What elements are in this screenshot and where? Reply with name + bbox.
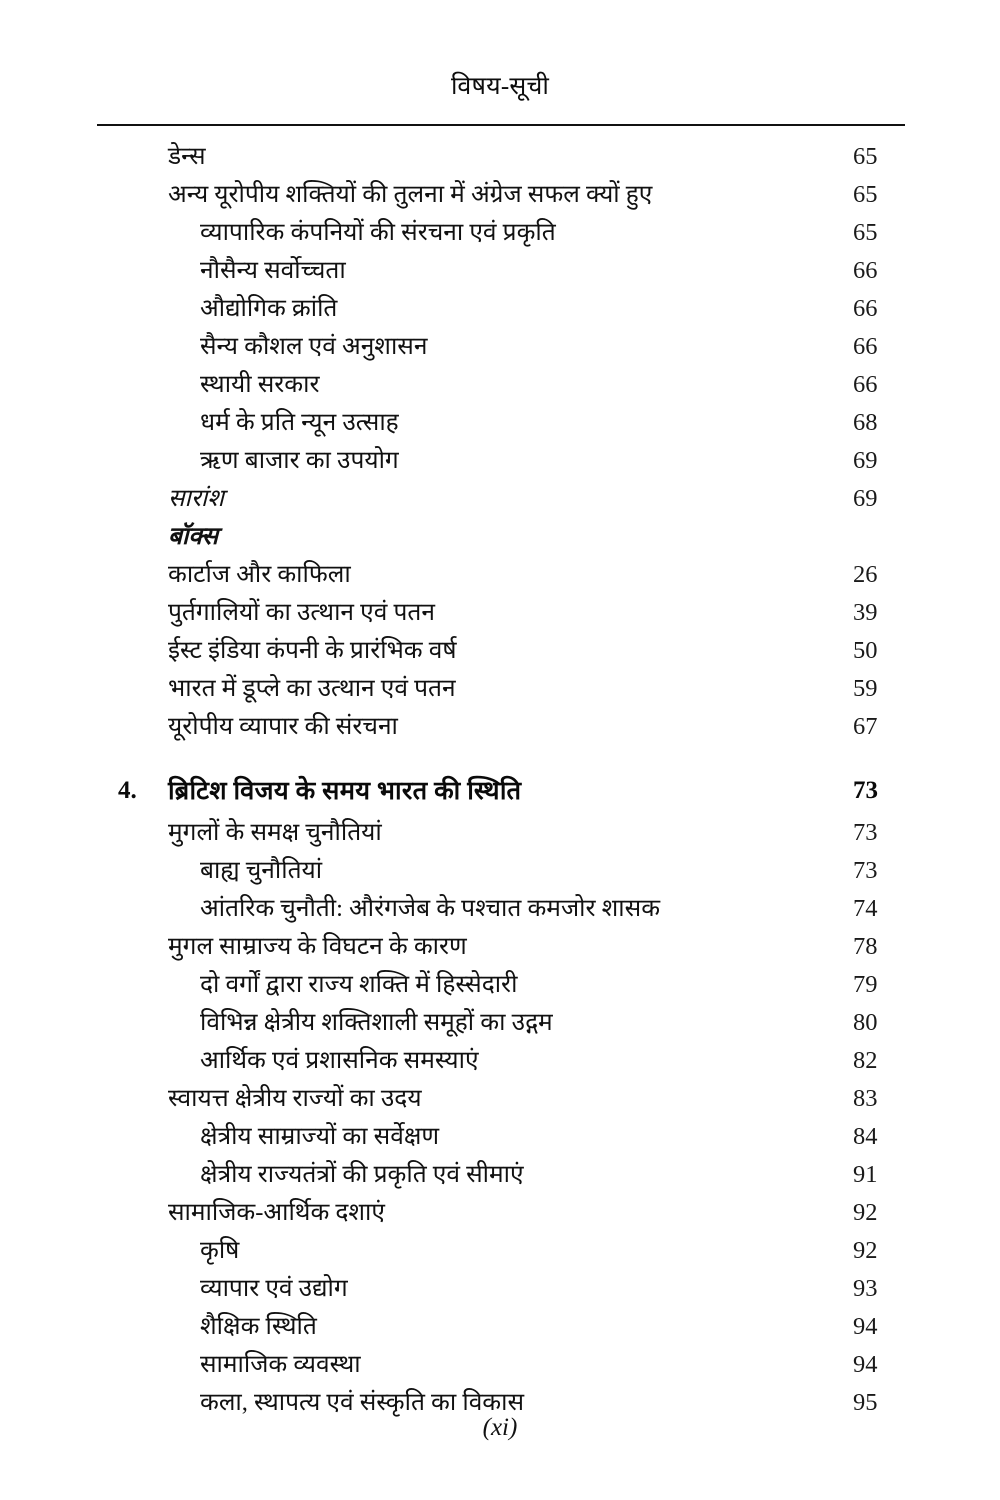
toc-entry-label: व्यापार एवं उद्योग xyxy=(200,1275,348,1302)
toc-entry[interactable] xyxy=(0,928,1000,966)
toc-entry-page-number: 92 xyxy=(853,1237,878,1264)
toc-entry-label: दो वर्गों द्वारा राज्य शक्ति में हिस्सेदारी xyxy=(200,971,518,998)
toc-entry-page-number: 79 xyxy=(853,971,878,998)
toc-entry[interactable] xyxy=(0,404,1000,442)
toc-entry-page-number: 95 xyxy=(853,1389,878,1416)
toc-entry-page-number: 80 xyxy=(853,1009,878,1036)
toc-entry[interactable] xyxy=(0,138,1000,176)
toc-entry-page-number: 50 xyxy=(853,637,878,664)
toc-entry-label: बाह्य चुनौतियां xyxy=(200,857,323,884)
toc-entry-label: डेन्स xyxy=(168,143,206,170)
toc-entry-label: सारांश xyxy=(168,485,224,512)
toc-entry-page-number: 73 xyxy=(853,857,878,884)
toc-entry-page-number: 67 xyxy=(853,713,878,740)
toc-entry[interactable] xyxy=(0,852,1000,890)
toc-entry-page-number: 66 xyxy=(853,295,878,322)
toc-entry-page-number: 84 xyxy=(853,1123,878,1150)
toc-entry[interactable] xyxy=(0,252,1000,290)
toc-entry-page-number: 65 xyxy=(853,181,878,208)
toc-entry-page-number: 66 xyxy=(853,371,878,398)
toc-entry[interactable] xyxy=(0,214,1000,252)
toc-entry-label: धर्म के प्रति न्यून उत्साह xyxy=(200,409,399,436)
toc-entry-label: क्षेत्रीय साम्राज्यों का सर्वेक्षण xyxy=(200,1123,440,1150)
toc-entry-page-number: 83 xyxy=(853,1085,878,1112)
toc-entry-label: सामाजिक-आर्थिक दशाएं xyxy=(168,1199,385,1226)
toc-entry-label: सामाजिक व्यवस्था xyxy=(200,1351,361,1378)
toc-entry-label: नौसैन्य सर्वोच्चता xyxy=(200,257,346,284)
toc-entry[interactable] xyxy=(0,1080,1000,1118)
toc-entry-label: औद्योगिक क्रांति xyxy=(200,295,338,322)
toc-entry[interactable] xyxy=(0,290,1000,328)
toc-entry-label: यूरोपीय व्यापार की संरचना xyxy=(168,713,398,740)
toc-entry[interactable] xyxy=(0,670,1000,708)
toc-entry[interactable] xyxy=(0,442,1000,480)
toc-entry-page-number: 69 xyxy=(853,485,878,512)
toc-entry[interactable] xyxy=(0,1194,1000,1232)
toc-entry[interactable] xyxy=(0,1308,1000,1346)
toc-entry-page-number: 82 xyxy=(853,1047,878,1074)
toc-entry[interactable] xyxy=(0,632,1000,670)
toc-entry[interactable] xyxy=(0,1346,1000,1384)
toc-entry-page-number: 65 xyxy=(853,219,878,246)
toc-entry-page-number: 73 xyxy=(853,819,878,846)
toc-entry-label: आर्थिक एवं प्रशासनिक समस्याएं xyxy=(200,1047,479,1074)
table-of-contents xyxy=(0,138,1000,1422)
toc-entry-page-number: 74 xyxy=(853,895,878,922)
toc-entry-label: स्वायत्त क्षेत्रीय राज्यों का उदय xyxy=(168,1085,422,1112)
toc-entry-page-number: 94 xyxy=(853,1313,878,1340)
toc-entry[interactable] xyxy=(0,1004,1000,1042)
toc-entry-page-number: 59 xyxy=(853,675,878,702)
toc-entry-label: आंतरिक चुनौती: औरंगजेब के पश्चात कमजोर शासक xyxy=(200,895,661,922)
toc-entry-label: बॉक्स xyxy=(168,523,219,550)
toc-entry-page-number: 69 xyxy=(853,447,878,474)
toc-entry-page-number: 91 xyxy=(853,1161,878,1188)
toc-entry[interactable] xyxy=(0,966,1000,1004)
toc-entry-label: भारत में डूप्ले का उत्थान एवं पतन xyxy=(168,675,456,702)
toc-entry-label: ईस्ट इंडिया कंपनी के प्रारंभिक वर्ष xyxy=(168,637,457,664)
toc-entry-label: क्षेत्रीय राज्यतंत्रों की प्रकृति एवं सीमाएं xyxy=(200,1161,524,1188)
toc-entry-page-number: 68 xyxy=(853,409,878,436)
toc-entry-label: पुर्तगालियों का उत्थान एवं पतन xyxy=(168,599,435,626)
toc-entry-page-number: 26 xyxy=(853,561,878,588)
toc-entry[interactable] xyxy=(0,1156,1000,1194)
toc-entry-label: मुगलों के समक्ष चुनौतियां xyxy=(168,819,382,846)
page-header-title: विषय-सूची xyxy=(450,73,550,100)
toc-entry-page-number: 78 xyxy=(853,933,878,960)
toc-entry-label: विभिन्न क्षेत्रीय शक्तिशाली समूहों का उद्गम xyxy=(200,1009,553,1036)
toc-entry[interactable] xyxy=(0,176,1000,214)
toc-entry[interactable] xyxy=(0,814,1000,852)
toc-entry-label: कला, स्थापत्य एवं संस्कृति का विकास xyxy=(200,1389,525,1416)
toc-entry[interactable] xyxy=(0,708,1000,746)
toc-section-before-chapter xyxy=(0,138,1000,746)
toc-entry-label: कार्टाज और काफिला xyxy=(168,561,351,588)
chapter-title: ब्रिटिश विजय के समय भारत की स्थिति xyxy=(168,776,522,805)
toc-entry[interactable] xyxy=(0,328,1000,366)
toc-entry-page-number: 39 xyxy=(853,599,878,626)
toc-entry-label: व्यापारिक कंपनियों की संरचना एवं प्रकृति xyxy=(200,219,556,246)
toc-entry[interactable] xyxy=(0,594,1000,632)
toc-chapter-heading[interactable] xyxy=(0,768,1000,814)
toc-entry-label: सैन्य कौशल एवं अनुशासन xyxy=(200,333,428,360)
toc-entry-page-number: 92 xyxy=(853,1199,878,1226)
toc-entry-label: मुगल साम्राज्य के विघटन के कारण xyxy=(168,933,467,960)
toc-entry[interactable] xyxy=(0,890,1000,928)
toc-entry-page-number: 65 xyxy=(853,143,878,170)
toc-entry-label: ऋण बाजार का उपयोग xyxy=(200,447,399,474)
header-divider-rule xyxy=(97,124,905,126)
toc-section-after-chapter xyxy=(0,814,1000,1422)
chapter-page-number: 73 xyxy=(853,777,878,804)
toc-entry[interactable] xyxy=(0,1118,1000,1156)
toc-entry[interactable] xyxy=(0,366,1000,404)
folio-page-number: (xi) xyxy=(482,1414,518,1441)
toc-entry[interactable] xyxy=(0,1270,1000,1308)
chapter-number: 4. xyxy=(118,777,137,804)
toc-entry-page-number: 66 xyxy=(853,257,878,284)
toc-entry[interactable] xyxy=(0,1232,1000,1270)
toc-entry-label: शैक्षिक स्थिति xyxy=(200,1313,317,1340)
toc-entry[interactable] xyxy=(0,1042,1000,1080)
toc-entry-page-number: 93 xyxy=(853,1275,878,1302)
toc-entry-label: अन्य यूरोपीय शक्तियों की तुलना में अंग्रेज सफल क्यों हुए xyxy=(168,181,653,208)
toc-entry[interactable] xyxy=(0,518,1000,556)
toc-entry-page-number: 66 xyxy=(853,333,878,360)
toc-entry-label: कृषि xyxy=(200,1237,240,1264)
toc-entry[interactable] xyxy=(0,480,1000,518)
toc-entry-page-number: 94 xyxy=(853,1351,878,1378)
toc-entry[interactable] xyxy=(0,556,1000,594)
toc-entry-label: स्थायी सरकार xyxy=(200,371,320,398)
